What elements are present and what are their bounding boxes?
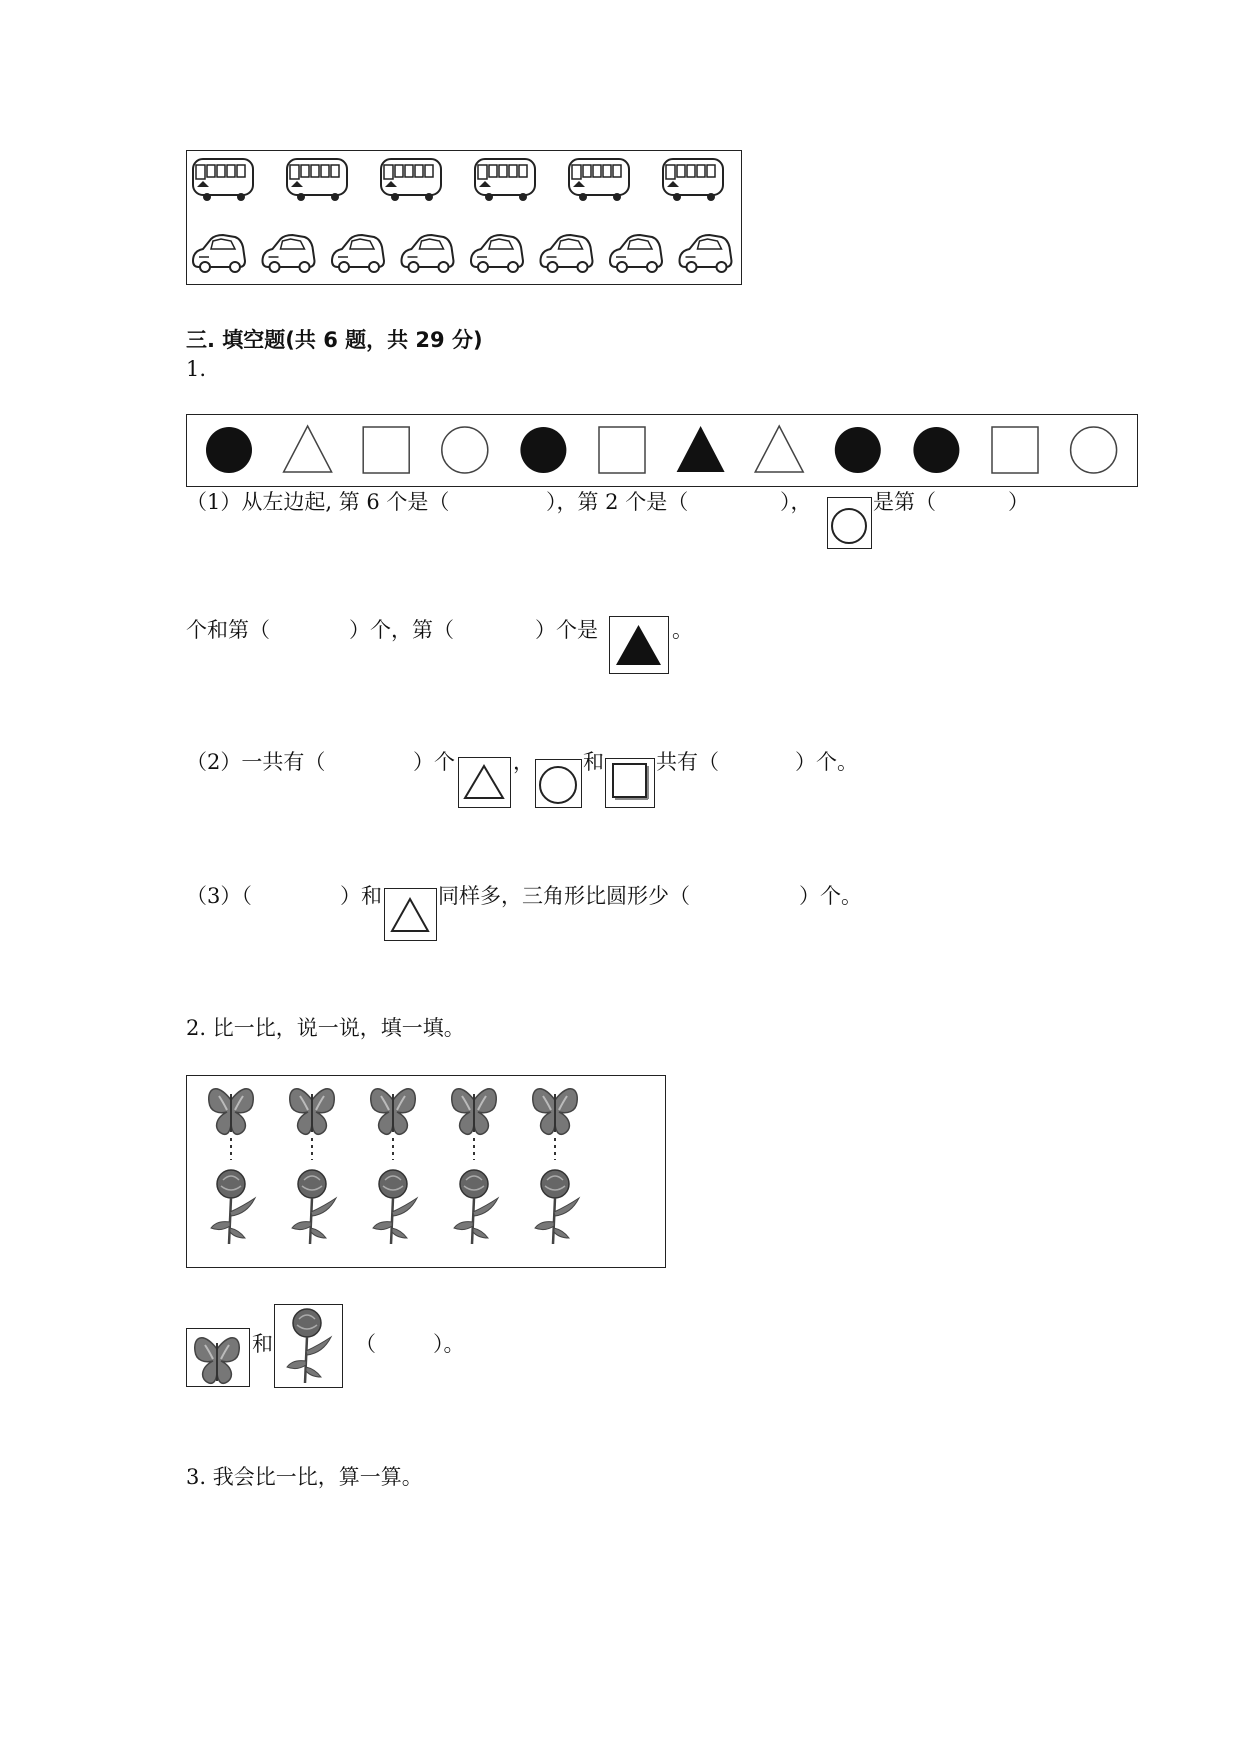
filled-triangle-icon-box: [609, 616, 669, 674]
car-icon: [471, 235, 523, 272]
bus-icon: [287, 159, 347, 201]
section-title: 三. 填空题(共 6 题，共 29 分): [186, 328, 483, 352]
vehicles-drawing: [187, 151, 740, 283]
filled-triangle-icon: [610, 617, 667, 672]
q1-part1-text-d: 是第（: [873, 490, 936, 514]
bus-icon: [569, 159, 629, 201]
filled-circle-icon: [520, 427, 566, 473]
filled-triangle-icon: [677, 426, 725, 472]
question-1-number: 1.: [186, 357, 207, 381]
question-2-title: 2. 比一比，说一说，填一填。: [186, 1016, 465, 1040]
q1-part1-line2-a: 个和第（: [186, 618, 270, 642]
circle-icon: [442, 427, 488, 473]
bus-icon: [193, 159, 253, 201]
q1-part2-text-d: 和: [583, 750, 604, 774]
flower-icon: [535, 1170, 579, 1244]
circle-icon: [1071, 427, 1117, 473]
car-icon: [193, 235, 245, 272]
q2-answer-text-a: 和: [252, 1332, 273, 1356]
car-icon: [610, 235, 662, 272]
butterfly-flower-picture: [186, 1075, 666, 1268]
flower-icon: [275, 1305, 341, 1386]
q1-part2-text-a: （2）一共有（: [186, 750, 326, 774]
q1-part3-text-a: （3）（: [186, 884, 252, 908]
bus-row: [193, 159, 723, 201]
butterfly-icon: [187, 1329, 248, 1385]
q1-part1-text-b: ），第 2 个是（: [546, 490, 689, 514]
filled-circle-icon: [835, 427, 881, 473]
flower-icon: [211, 1170, 255, 1244]
q1-part1-line2-c: ）个是: [535, 618, 598, 642]
shape-row: [186, 414, 1138, 487]
q1-part2-text-e: 共有（: [656, 750, 719, 774]
shape-row-drawing: [187, 415, 1136, 485]
car-row: [193, 235, 732, 272]
filled-circle-icon: [206, 427, 252, 473]
butterfly-icon: [533, 1089, 578, 1134]
flower-icon-box: [274, 1304, 343, 1388]
circle-icon-box-2: [535, 759, 582, 808]
q1-part3-text-b: ）和: [340, 884, 382, 908]
triangle-icon: [755, 426, 803, 472]
car-icon: [402, 235, 454, 272]
circle-icon-box: [827, 497, 872, 549]
q1-part1-line2-b: ）个，第（: [349, 618, 454, 642]
q1-part1-text-e: ）: [1008, 490, 1029, 514]
square-icon: [599, 427, 645, 473]
square-icon: [363, 427, 409, 473]
triangle-icon: [284, 426, 332, 472]
q1-part2-text-b: ）个: [413, 750, 455, 774]
square-icon: [606, 759, 653, 806]
butterfly-icon: [452, 1089, 497, 1134]
triangle-icon-box: [458, 757, 511, 808]
filled-circle-icon: [913, 427, 959, 473]
question-3-title: 3. 我会比一比，算一算。: [186, 1465, 423, 1489]
car-icon: [332, 235, 384, 272]
q1-part3-text-c: 同样多，三角形比圆形少（: [438, 884, 690, 908]
vehicles-picture: [186, 150, 742, 285]
flower-icon: [292, 1170, 336, 1244]
bus-icon: [381, 159, 441, 201]
flower-icon: [454, 1170, 498, 1244]
butterfly-flower-drawing: [187, 1076, 664, 1266]
q1-part1-text-c: ），: [780, 490, 812, 514]
car-icon: [541, 235, 593, 272]
q1-part2-text-c: ，: [513, 750, 534, 774]
car-icon: [263, 235, 315, 272]
bus-icon: [475, 159, 535, 201]
butterfly-icon: [290, 1089, 335, 1134]
car-icon: [680, 235, 732, 272]
bus-icon: [663, 159, 723, 201]
q1-part1-text-a: （1）从左边起, 第 6 个是（: [186, 490, 450, 514]
q1-part2-text-f: ）个。: [795, 750, 858, 774]
square-icon-box: [605, 758, 655, 808]
circle-icon: [536, 760, 580, 806]
butterfly-icon: [371, 1089, 416, 1134]
q2-answer-text-b: （: [355, 1332, 376, 1356]
triangle-icon-box-2: [384, 888, 437, 941]
q1-part1-line2-d: 。: [672, 618, 693, 642]
q2-answer-text-c: ）。: [433, 1332, 465, 1356]
circle-icon: [828, 498, 870, 547]
butterfly-icon: [209, 1089, 254, 1134]
triangle-icon: [385, 889, 435, 939]
triangle-icon: [459, 758, 509, 806]
flower-icon: [373, 1170, 417, 1244]
butterfly-icon-box: [186, 1328, 250, 1387]
q1-part3-text-d: ）个。: [799, 884, 862, 908]
square-icon: [992, 427, 1038, 473]
